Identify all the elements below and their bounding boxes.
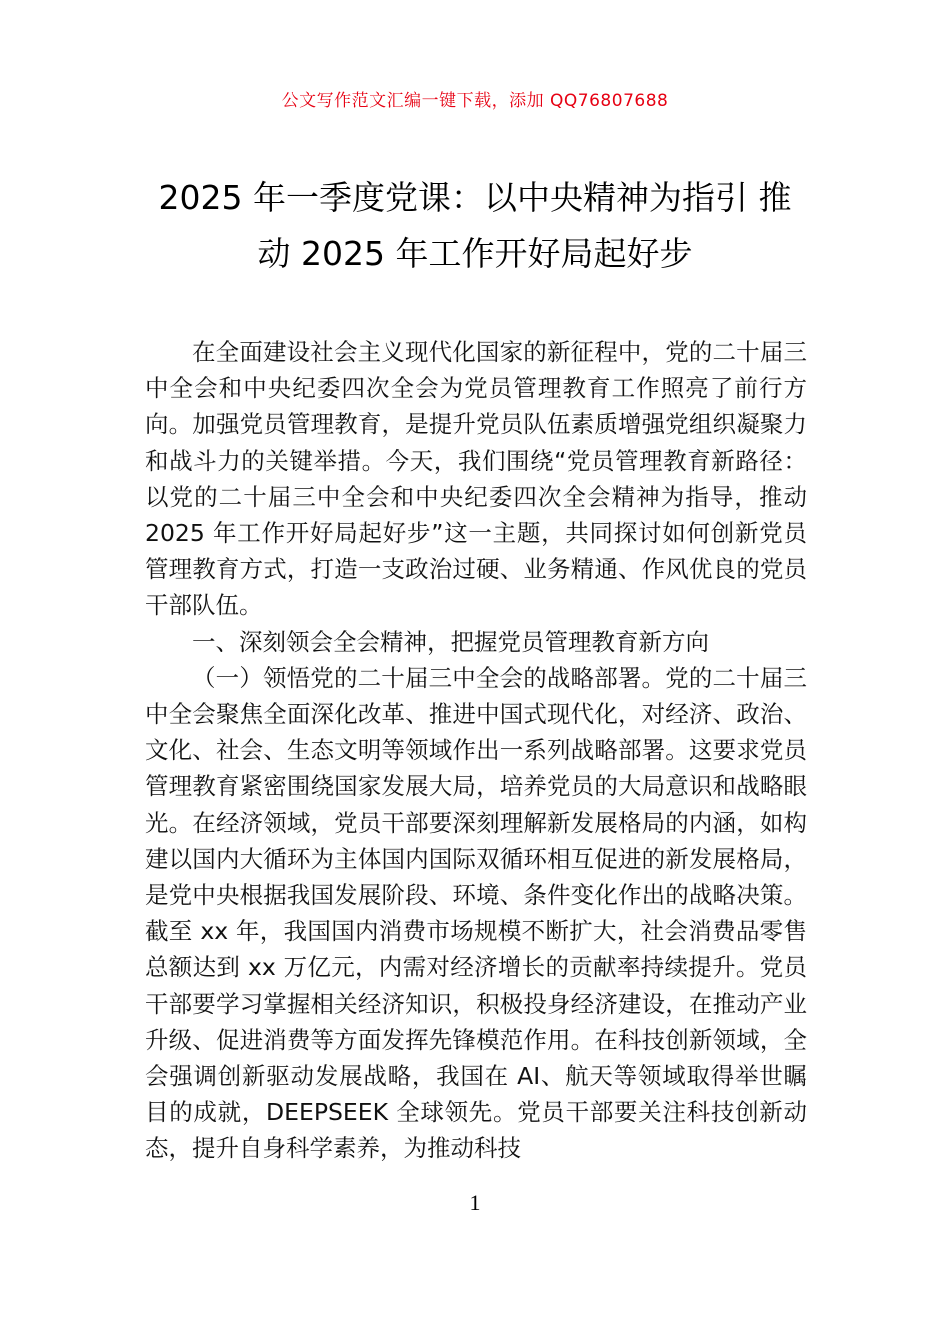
document-body: [145, 334, 807, 1167]
intro-paragraph: 在全面建设社会主义现代化国家的新征程中，党的二十届三中全会和中央纪委四次全会为党员管理教育工作照亮了前行方向。加强党员管理教育，是提升党员队伍素质增强党组织凝聚力和战斗力的关键举措。今天，我们围绕“党员管理教育新路径：以党的二十届三中全会和中央纪委四次全会精神为指导，推动 2025 年工作开好局起好步”这一主题，共同探讨如何创新党员管理教育方式，打造一支政治过硬、业务精通、作风优良的党员干部队伍。: [145, 338, 807, 620]
title-line-2: 动 2025 年工作开好局起好步: [257, 234, 693, 273]
subsection-paragraph-1: （一）领悟党的二十届三中全会的战略部署。党的二十届三中全会聚焦全面深化改革、推进中国式现代化，对经济、政治、文化、社会、生态文明等领域作出一系列战略部署。这要求党员管理教育紧密围绕国家发展大局，培养党员的大局意识和战略眼光。在经济领域，党员干部要深刻理解新发展格局的内涵，如构建以国内大循环为主体国内国际双循环相互促进的新发展格局，是党中央根据我国发展阶段、环境、条件变化作出的战略决策。截至 xx 年，我国国内消费市场规模不断扩大，社会消费品零售总额达到 xx 万亿元，内需对经济增长的贡献率持续提升。党员干部要学习掌握相关经济知识，积极投身经济建设，在推动产业升级、促进消费等方面发挥先锋模范作用。在科技创新领域，全会强调创新驱动发展战略，我国在 AI、航天等领域取得举世瞩目的成就，DEEPSEEK 全球领先。党员干部要关注科技创新动态，提升自身科学素养，为推动科技: [145, 663, 807, 1163]
title-line-1: 2025 年一季度党课：以中央精神为指引 推: [158, 178, 792, 217]
section-heading-1: 一、深刻领会全会精神，把握党员管理教育新方向: [192, 627, 709, 656]
page-number: 1: [469, 1190, 481, 1215]
header-banner: 公文写作范文汇编一键下载，添加 QQ76807688: [281, 91, 669, 111]
document-title: [130, 170, 820, 282]
